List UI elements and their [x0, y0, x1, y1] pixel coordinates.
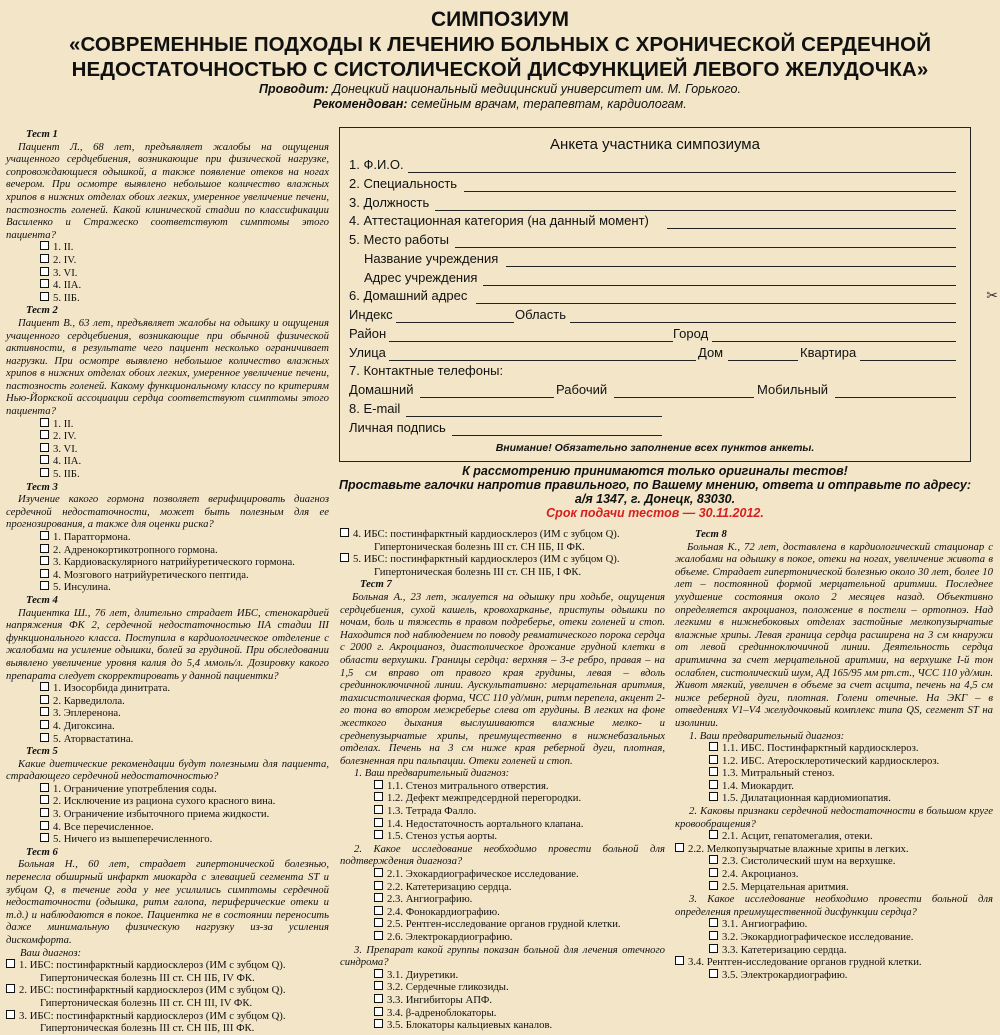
test-8-option[interactable]: 2.5. Мерцательная аритмия.: [675, 881, 993, 894]
test-2-body: Пациент В., 63 лет, предъявляет жалобы на одышку и ощущения учащенного сердцебиения, возникающие при обычной физической активности, в результате чего пациент несколько ограничивает нагрузки. При осмотре выявлено небольшое количество влажных хрипов в нижних отделах обоих легких, умеренное увеличение печени, пастозность голеней. Какому функциональному классу по критериям Нью-Йоркской ассоциации сердца соответствуют симптомы этого пациента?: [6, 316, 329, 418]
checkbox-icon[interactable]: [40, 254, 49, 263]
checkbox-icon[interactable]: [675, 956, 684, 965]
ulitsa-label: Улица: [349, 345, 386, 360]
checkbox-icon[interactable]: [40, 808, 49, 817]
test-1-title: Тест 1: [26, 128, 58, 140]
checkbox-icon[interactable]: [6, 984, 15, 993]
test-3-option[interactable]: 2. Адренокортикотропного гормона.: [6, 544, 329, 557]
checkbox-icon[interactable]: [40, 695, 49, 704]
test-5-body: Какие диетические рекомендации будут полезными для пациента, страдающего сердечной недостаточностью?: [6, 757, 329, 783]
test-6-body: Больная Н., 60 лет, страдает гипертонической болезнью, перенесла обширный инфаркт миокарда с элевацией сегмента ST и зубцом Q, в течение года у нее усилились симптомы сердечной недостаточности (одышка, ритм галопа, периферические отеки и т.д.) и наблюдаются в покое. Пациентка не в состоянии переносить даже минимальную физическую нагрузку из-за усиления дискомфорта.: [6, 858, 329, 946]
checkbox-icon[interactable]: [40, 279, 49, 288]
test-1-option[interactable]: 4. IIA.: [6, 279, 329, 292]
checkbox-icon[interactable]: [709, 792, 718, 801]
test-6-option[interactable]: 3. ИБС: постинфарктный кардиосклероз (ИМ с зубцом Q). Гипертоническая болезнь III ст. СН IIБ, III ФК.: [6, 1010, 329, 1035]
test-8-option[interactable]: 3.1. Ангиографию.: [675, 918, 993, 931]
scissors-icon: ✂: [986, 289, 998, 304]
institution-name-label: Название учреждения: [364, 251, 499, 266]
test-7-option[interactable]: 2.1. Эхокардиографическое исследование.: [340, 868, 665, 881]
test-8-option[interactable]: 1.5. Дилатационная кардиомиопатия.: [675, 792, 993, 805]
oblast-label: Область: [515, 307, 567, 322]
test-8-option[interactable]: 2.1. Асцит, гепатомегалия, отеки.: [675, 830, 993, 843]
checkbox-icon[interactable]: [374, 918, 383, 927]
test-7-option[interactable]: 2.2. Катетеризацию сердца.: [340, 881, 665, 894]
checkbox-icon[interactable]: [40, 430, 49, 439]
rayon-label: Район: [349, 326, 387, 341]
test-4-option[interactable]: 1. Изосорбида динитрата.: [6, 682, 329, 695]
test-3-option[interactable]: 5. Инсулина.: [6, 581, 329, 594]
test-1-option[interactable]: 1. II.: [6, 241, 329, 254]
middle-column: [340, 528, 665, 1032]
checkbox-icon[interactable]: [40, 544, 49, 553]
test-5-option[interactable]: 4. Все перечисленное.: [6, 821, 329, 834]
kvartira-label: Квартира: [800, 345, 857, 360]
kvartira-field[interactable]: [860, 360, 956, 361]
fio-label: 1. Ф.И.О.: [349, 157, 404, 172]
test-8-option[interactable]: 1.2. ИБС. Атеросклеротический кардиосклероз.: [675, 755, 993, 768]
gorod-label: Город: [673, 326, 709, 341]
conducted-value: Донецкий национальный медицинский университет им. М. Горького.: [332, 82, 741, 96]
checkbox-icon[interactable]: [709, 742, 718, 751]
work-phone-field[interactable]: [614, 397, 754, 398]
signature-label: Личная подпись: [349, 420, 446, 435]
workplace-label: 5. Место работы: [349, 232, 449, 247]
test-7-option[interactable]: 3.1. Диуретики.: [340, 969, 665, 982]
fio-field[interactable]: [408, 172, 956, 173]
index-field[interactable]: [396, 322, 514, 323]
test-7-option[interactable]: 3.4. β-адреноблокаторы.: [340, 1007, 665, 1020]
test-1-option[interactable]: 3. VI.: [6, 267, 329, 280]
mobile-phone-label: Мобильный: [757, 382, 829, 397]
recommended-label: Рекомендован:: [313, 97, 408, 111]
specialty-label: 2. Специальность: [349, 176, 458, 191]
checkbox-icon[interactable]: [709, 944, 718, 953]
checkbox-icon[interactable]: [374, 792, 383, 801]
test-8-option[interactable]: 3.5. Электрокардиографию.: [675, 969, 993, 982]
left-column: [6, 128, 329, 1035]
rayon-field[interactable]: [389, 341, 673, 342]
test-7-option[interactable]: 2.4. Фонокардиографию.: [340, 906, 665, 919]
recommended-for: [0, 97, 1000, 112]
checkbox-icon[interactable]: [709, 780, 718, 789]
checkbox-icon[interactable]: [40, 569, 49, 578]
home-address-field[interactable]: [476, 303, 956, 304]
test-8-body: Больная К., 72 лет, доставлена в кардиологический стационар с жалобами на одышку в покое, отеки на ногах, увеличение живота в объеме. Страдает гипертонической болезнью около 30 лет, более 10 лет – постоянной формой мерцательной аритмии. Последнее ухудшение состояния около 2 месяцев назад. Объективно определяется акроцианоз, положение в постели – ортопноэ. Над легкими в нижнебоковых отделах застойные мелкопузырчатые влажные хрипы. Левая граница сердца расширена на 3 см кнаружи от левой срединноключичной линии. Деятельность сердца аритмична за счет мерцательной аритмии, на верхушке I-й тон ослаблен, систолический шум, АД 165/95 мм рт.ст., ЧСС 110 уд/мин. Живот мягкий, увеличен в объеме за счет асцита, печень на 4,5 см ниже реберной дуги, плотная. Голени отечные. На ЭКГ – в отведениях V1–V4 желудочковый комплекс типа QS, сегмент ST на изолинии.: [675, 540, 993, 729]
test-6-question: Ваш диагноз:: [20, 946, 82, 959]
home-phone-label: Домашний: [349, 382, 414, 397]
test-2-option[interactable]: 3. VI.: [6, 443, 329, 456]
checkbox-icon[interactable]: [40, 468, 49, 477]
checkbox-icon[interactable]: [374, 830, 383, 839]
test-8-question-1: 1. Ваш предварительный диагноз:: [689, 729, 845, 742]
category-label: 4. Аттестационная категория (на данный момент): [349, 213, 649, 228]
test-5-option[interactable]: 1. Ограничение употребления соды.: [6, 783, 329, 796]
test-6-option[interactable]: 2. ИБС: постинфарктный кардиосклероз (ИМ с зубцом Q). Гипертоническая болезнь III ст. СН III, IV ФК.: [6, 984, 329, 1009]
test-2-option[interactable]: 1. II.: [6, 418, 329, 431]
checkbox-icon[interactable]: [675, 843, 684, 852]
checkbox-icon[interactable]: [340, 553, 349, 562]
checkbox-icon[interactable]: [374, 805, 383, 814]
test-5-option[interactable]: 5. Ничего из вышеперечисленного.: [6, 833, 329, 846]
right-column: [675, 528, 993, 981]
checkbox-icon[interactable]: [709, 868, 718, 877]
conducted-by: [0, 82, 1000, 97]
test-6-title: Тест 6: [26, 845, 58, 858]
institution-name-field[interactable]: [506, 266, 956, 267]
index-label: Индекс: [349, 307, 393, 322]
test-2-title: Тест 2: [26, 304, 58, 317]
test-2-option[interactable]: 4. IIA.: [6, 455, 329, 468]
test-8-option[interactable]: 2.2. Мелкопузырчатые влажные хрипы в легких.: [675, 843, 993, 856]
header: [0, 8, 1000, 112]
checkbox-icon[interactable]: [709, 755, 718, 764]
checkbox-icon[interactable]: [6, 1010, 15, 1019]
test-8-option[interactable]: 3.3. Катетеризацию сердца.: [675, 944, 993, 957]
test-7-option[interactable]: 1.5. Стеноз устья аорты.: [340, 830, 665, 843]
phones-label: 7. Контактные телефоны:: [349, 363, 504, 378]
email-label: 8. E-mail: [349, 401, 401, 416]
checkbox-icon[interactable]: [40, 821, 49, 830]
test-2-option[interactable]: 2. IV.: [6, 430, 329, 443]
checkbox-icon[interactable]: [374, 818, 383, 827]
test-7-body: Больная А., 23 лет, жалуется на одышку при ходьбе, ощущения сердцебиения, сухой кашель, кровохарканье, приступы одышки по ночам, боль и тяжесть в правом подреберье, отеки голеней и стоп. Находится под наблюдением по поводу ревматического порока сердца с 2000 г. Акроцианоз, диастолическое дрожание грудной клетки в области верхушки. Границы сердца: верхняя – 3-е ребро, правая – на 1,5 см вправо от правого края грудины, левая – вдоль срединноключичной линии. Аускультативно: мерцательная аритмия, тахисистолическая форма, ЧСС 110 уд/мин, ритм перепела, акцент 2-го тона во втором межреберье слева от грудины. В легких на фоне жесткого дыхания выслушиваются влажные мелко- и среднепузырчатые хрипы, преимущественно в нижнебазальных отделах. Печень на 3 см ниже края реберной дуги, плотная, болезненная при пальпации. Отеки голеней и стоп.: [340, 590, 665, 767]
notice-line-2: Проставьте галочки напротив правильного, по Вашему мнению, ответа и отправьте по адресу:: [339, 478, 972, 492]
checkbox-icon[interactable]: [374, 1019, 383, 1028]
test-4-option[interactable]: 2. Карведилола.: [6, 695, 329, 708]
checkbox-icon[interactable]: [374, 1007, 383, 1016]
test-3-option[interactable]: 4. Мозгового натрийуретического пептида.: [6, 569, 329, 582]
form-warning: Внимание! Обязательно заполнение всех пунктов анкеты.: [495, 442, 815, 454]
test-3-title: Тест 3: [26, 480, 58, 493]
submission-notice: [339, 464, 971, 520]
test-6-option[interactable]: 4. ИБС: постинфарктный кардиосклероз (ИМ с зубцом Q). Гипертоническая болезнь III ст. СН IIБ, II ФК.: [340, 528, 665, 553]
test-5-option[interactable]: 2. Исключение из рациона сухого красного вина.: [6, 795, 329, 808]
signature-field[interactable]: [452, 435, 662, 436]
checkbox-icon[interactable]: [374, 994, 383, 1003]
test-7-option[interactable]: 1.1. Стеноз митрального отверстия.: [340, 780, 665, 793]
test-7-option[interactable]: 3.5. Блокаторы кальциевых каналов.: [340, 1019, 665, 1032]
checkbox-icon[interactable]: [374, 881, 383, 890]
checkbox-icon[interactable]: [709, 881, 718, 890]
checkbox-icon[interactable]: [6, 959, 15, 968]
checkbox-icon[interactable]: [40, 531, 49, 540]
mobile-phone-field[interactable]: [835, 397, 956, 398]
gorod-field[interactable]: [712, 341, 956, 342]
institution-address-field[interactable]: [483, 285, 956, 286]
test-8-option[interactable]: 3.2. Экокардиографическое исследование.: [675, 931, 993, 944]
test-4-option[interactable]: 3. Эплеренона.: [6, 707, 329, 720]
checkbox-icon[interactable]: [374, 931, 383, 940]
checkbox-icon[interactable]: [340, 528, 349, 537]
notice-line-1: К рассмотрению принимаются только оригиналы тестов!: [462, 464, 848, 478]
checkbox-icon[interactable]: [40, 292, 49, 301]
checkbox-icon[interactable]: [709, 931, 718, 940]
participant-form: [339, 127, 971, 462]
symposium-label: СИМПОЗИУМ: [431, 8, 569, 31]
checkbox-icon[interactable]: [40, 267, 49, 276]
test-7-option[interactable]: 1.2. Дефект межпредсердной перегородки.: [340, 792, 665, 805]
checkbox-icon[interactable]: [709, 855, 718, 864]
test-8-option[interactable]: 1.1. ИБС. Постинфарктный кардиосклероз.: [675, 742, 993, 755]
test-7-title: Тест 7: [360, 578, 392, 591]
position-label: 3. Должность: [349, 195, 430, 210]
checkbox-icon[interactable]: [40, 795, 49, 804]
test-8-option[interactable]: 3.4. Рентген-исследование органов грудной клетки.: [675, 956, 993, 969]
email-field[interactable]: [406, 416, 662, 417]
checkbox-icon[interactable]: [374, 906, 383, 915]
checkbox-icon[interactable]: [40, 833, 49, 842]
checkbox-icon[interactable]: [40, 720, 49, 729]
title-line-1: «СОВРЕМЕННЫЕ ПОДХОДЫ К ЛЕЧЕНИЮ БОЛЬНЫХ С ХРОНИЧЕСКОЙ СЕРДЕЧНОЙ: [68, 33, 932, 56]
home-phone-field[interactable]: [420, 397, 554, 398]
test-7-option[interactable]: 3.2. Сердечные гликозиды.: [340, 981, 665, 994]
test-7-question-1: 1. Ваш предварительный диагноз:: [354, 767, 510, 780]
checkbox-icon[interactable]: [374, 893, 383, 902]
test-3-option[interactable]: 3. Кардиоваскулярного натрийуретического гормона.: [6, 556, 329, 569]
notice-deadline: Срок подачи тестов — 30.11.2012.: [546, 506, 764, 520]
checkbox-icon[interactable]: [40, 241, 49, 250]
recommended-value: семейным врачам, терапевтам, кардиологам.: [411, 97, 687, 111]
checkbox-icon[interactable]: [40, 581, 49, 590]
dom-field[interactable]: [728, 360, 798, 361]
test-1-option[interactable]: 5. IIБ.: [6, 292, 329, 305]
test-7-option[interactable]: 2.3. Ангиографию.: [340, 893, 665, 906]
test-4-option[interactable]: 5. Аторвастатина.: [6, 733, 329, 746]
test-8-option[interactable]: 1.3. Митральный стеноз.: [675, 767, 993, 780]
test-7-question-2: 2. Какое исследование необходимо провести больной для подтверждения диагноза?: [340, 842, 665, 868]
test-3-body: Изучение какого гормона позволяет верифицировать диагноз сердечной недостаточности, может быть полезным для ее прогнозирования, а также для оценки риска?: [6, 493, 329, 531]
checkbox-icon[interactable]: [374, 969, 383, 978]
checkbox-icon[interactable]: [709, 969, 718, 978]
test-4-title: Тест 4: [26, 593, 58, 606]
checkbox-icon[interactable]: [40, 455, 49, 464]
checkbox-icon[interactable]: [40, 418, 49, 427]
checkbox-icon[interactable]: [709, 830, 718, 839]
checkbox-icon[interactable]: [40, 733, 49, 742]
test-5-option[interactable]: 3. Ограничение избыточного приема жидкости.: [6, 808, 329, 821]
test-7-option[interactable]: 2.6. Электрокардиографию.: [340, 931, 665, 944]
title-line-2: НЕДОСТАТОЧНОСТЬЮ С СИСТОЛИЧЕСКОЙ ДИСФУНКЦИЕЙ ЛЕВОГО ЖЕЛУДОЧКА»: [71, 58, 929, 81]
test-2-option[interactable]: 5. IIБ.: [6, 468, 329, 481]
test-8-option[interactable]: 2.4. Акроцианоз.: [675, 868, 993, 881]
workplace-field[interactable]: [455, 247, 956, 248]
test-1-option[interactable]: 2. IV.: [6, 254, 329, 267]
test-6-option[interactable]: 1. ИБС: постинфарктный кардиосклероз (ИМ с зубцом Q). Гипертоническая болезнь III ст. СН IIБ, IV ФК.: [6, 959, 329, 984]
form-title: Анкета участника симпозиума: [550, 136, 760, 153]
test-8-title: Тест 8: [695, 528, 727, 540]
oblast-field[interactable]: [570, 322, 956, 323]
notice-address: а/я 1347, г. Донецк, 83030.: [574, 492, 736, 506]
checkbox-icon[interactable]: [374, 780, 383, 789]
test-3-option[interactable]: 1. Паратгормона.: [6, 531, 329, 544]
test-8-question-3: 3. Какое исследование необходимо провести больной для определения преимущественной дисфункции сердца?: [675, 893, 993, 918]
test-7-option[interactable]: 3.3. Ингибиторы АПФ.: [340, 994, 665, 1007]
checkbox-icon[interactable]: [709, 767, 718, 776]
test-4-option[interactable]: 4. Дигоксина.: [6, 720, 329, 733]
home-address-label: 6. Домашний адрес: [349, 288, 468, 303]
position-field[interactable]: [435, 210, 956, 211]
test-7-question-3: 3. Препарат какой группы показан больной для лечения отечного синдрома?: [340, 943, 665, 969]
test-5-title: Тест 5: [26, 745, 58, 758]
test-7-option[interactable]: 2.5. Рентген-исследование органов грудной клетки.: [340, 918, 665, 931]
checkbox-icon[interactable]: [40, 783, 49, 792]
test-7-option[interactable]: 1.4. Недостаточность аортального клапана.: [340, 818, 665, 831]
test-6-option[interactable]: 5. ИБС: постинфарктный кардиосклероз (ИМ с зубцом Q). Гипертоническая болезнь III ст. СН IIБ, I ФК.: [340, 553, 665, 578]
conducted-label: Проводит:: [259, 82, 329, 96]
work-phone-label: Рабочий: [556, 382, 608, 397]
checkbox-icon[interactable]: [374, 981, 383, 990]
category-field[interactable]: [667, 228, 956, 229]
test-8-question-2: 2. Каковы признаки сердечной недостаточности в большом круге кровообращения?: [675, 805, 993, 830]
test-8-option[interactable]: 1.4. Миокардит.: [675, 780, 993, 793]
checkbox-icon[interactable]: [40, 707, 49, 716]
checkbox-icon[interactable]: [709, 918, 718, 927]
ulitsa-field[interactable]: [389, 360, 696, 361]
test-4-body: Пациентка Ш., 76 лет, длительно страдает ИБС, стенокардией напряжения ФК 2, сердечной недостаточностью IIA стадии III функционального класса. Поступила в кардиологическое отделение с жалобами на усиление одышки, болей за грудиной. При обследовании выявлено увеличение уровня калия до 5,4 ммоль/л. Дозировку какого препарата следует скорректировать у данной пациентки?: [6, 606, 329, 682]
checkbox-icon[interactable]: [40, 682, 49, 691]
checkbox-icon[interactable]: [40, 556, 49, 565]
checkbox-icon[interactable]: [374, 868, 383, 877]
test-1-body: Пациент Л., 68 лет, предъявляет жалобы на ощущения учащенного сердцебиения, возникающие при физической нагрузке, сопровождающиеся одышкой, а также появление отеков на ногах вечером. При осмотре выявлено небольшое количество влажных хрипов в нижних отделах обоих легких, умеренное увеличение печени, пастозность голеней. Какой клинической стадии по классификации Василенко и Стражеско соответствуют симптомы этого пациента?: [6, 140, 329, 241]
dom-label: Дом: [698, 345, 724, 360]
institution-address-label: Адрес учреждения: [364, 270, 478, 285]
test-8-option[interactable]: 2.3. Систолический шум на верхушке.: [675, 855, 993, 868]
specialty-field[interactable]: [464, 191, 956, 192]
checkbox-icon[interactable]: [40, 443, 49, 452]
test-7-option[interactable]: 1.3. Тетрада Фалло.: [340, 805, 665, 818]
